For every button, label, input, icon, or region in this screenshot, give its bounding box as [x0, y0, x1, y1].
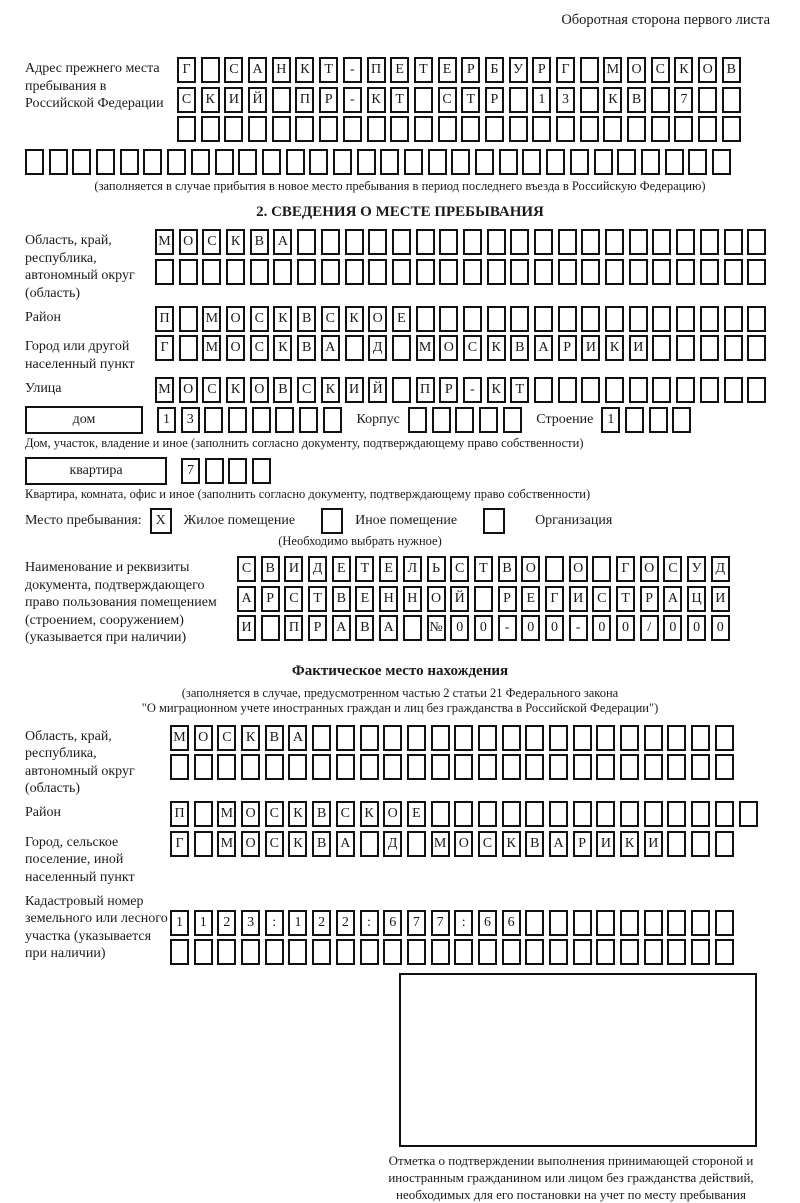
actual-district-field: [25, 801, 775, 827]
korpus-label: Корпус: [356, 412, 400, 428]
actual-district-label: Район: [25, 805, 61, 821]
house-box: дом: [25, 406, 143, 434]
apartment-number-row: 7: [181, 458, 276, 484]
actual-location-note-2: "О миграционном учете иностранных граждан и лиц без гражданства в Российской Федерации"): [141, 701, 659, 716]
document-field: [25, 556, 775, 647]
option-other-premises-label: Иное помещение: [355, 513, 458, 529]
document-rows: [237, 556, 734, 645]
actual-region-field: [25, 725, 775, 798]
house-row: [25, 406, 775, 434]
house-number-row: 1 3: [157, 407, 347, 433]
city-field: [25, 335, 775, 373]
actual-region-row-2: [170, 754, 739, 780]
prev-address-row-2: С К И Й П Р - К Т С Т Р 1 3 К В 7: [177, 87, 746, 113]
korpus-row: [408, 407, 526, 433]
actual-location-note-1: (заполняется в случае, предусмотренном частью 2 статьи 21 Федерального закона: [181, 685, 619, 700]
actual-region-row-1: М О С К В А: [170, 725, 739, 751]
stroenie-row: 1: [601, 407, 696, 433]
stay-type-row: [25, 508, 775, 534]
prev-address-note: (заполняется в случае прибытия в новое место пребывания в период последнего въезда в Российскую Федерацию): [94, 178, 706, 193]
district-label: Район: [25, 309, 61, 325]
region-rows: [155, 229, 771, 288]
actual-city-row: Г М О С К В А Д М О С К В А Р И К И: [170, 831, 739, 857]
stamp-area: [25, 973, 775, 1203]
region-label: Область, край, республика, автономный округ (область): [25, 233, 135, 301]
apartment-note: Квартира, комната, офис и иное (заполнить согласно документу, подтверждающему право собственности): [25, 486, 591, 501]
district-field: [25, 306, 775, 332]
house-note: Дом, участок, владение и иное (заполнить согласно документу, подтверждающему право собственности): [25, 436, 584, 451]
city-label: Город или другой населенный пункт: [25, 339, 135, 372]
district-row: П М О С К В С К О Е: [155, 306, 771, 332]
region-field: [25, 229, 775, 302]
document-label: Наименование и реквизиты документа, подтверждающего право пользования помещением (строением, сооружением) (указывается при наличии): [25, 560, 217, 645]
actual-city-label: Город, сельское поселение, иной населенный пункт: [25, 834, 135, 885]
cadastral-row-2: [170, 939, 739, 965]
document-row-1: С В И Д Е Т Е Л Ь С Т В О О Г О С У Д: [237, 556, 734, 582]
document-row-2: А Р С Т В Е Н Н О Й Р Е Г И С Т Р А Ц И: [237, 586, 734, 612]
checkbox-residential: X: [150, 508, 172, 534]
cadastral-row-1: 1 1 2 3 : 1 2 2 : 6 7 7 : 6 6: [170, 910, 739, 936]
region-row-1: М О С К В А: [155, 229, 771, 255]
apartment-row: [25, 457, 775, 485]
stamp-caption: Отметка о подтверждении выполнения принимающей стороной и иностранным гражданином или лицом без гражданства действий, необходимых для его постановки на учет по месту пребывания: [388, 1152, 754, 1202]
cadastral-rows: [170, 890, 739, 969]
actual-region-rows: [170, 725, 739, 784]
prev-address-rows: [177, 57, 746, 146]
stamp-box: [399, 973, 757, 1147]
region-row-2: [155, 259, 771, 285]
prev-address-field: [25, 57, 775, 146]
stay-type-note: (Необходимо выбрать нужное): [278, 534, 442, 549]
city-row: Г М О С К В А Д М О С К В А Р И К И: [155, 335, 771, 361]
street-label: Улица: [25, 380, 62, 396]
actual-region-label: Область, край, республика, автономный округ (область): [25, 728, 135, 797]
prev-address-row-4: [25, 149, 775, 175]
prev-address-row-1: Г С А Н К Т - П Е Т Е Р Б У Р Г М О С К О В: [177, 57, 746, 83]
prev-address-row-3: [177, 116, 746, 142]
checkbox-organization: [483, 508, 505, 534]
street-row: М О С К О В С К И Й П Р - К Т: [155, 377, 771, 403]
stay-type-label: Место пребывания:: [25, 513, 142, 529]
document-row-3: И П Р А В А № 0 0 - 0 0 - 0 0 / 0 0 0: [237, 615, 734, 641]
section2-title: 2. СВЕДЕНИЯ О МЕСТЕ ПРЕБЫВАНИЯ: [256, 204, 544, 221]
actual-city-field: [25, 831, 775, 887]
prev-address-label: Адрес прежнего места пребывания в Российской Федерации: [25, 61, 164, 111]
page-header: Оборотная сторона первого листа: [561, 12, 770, 28]
street-field: [25, 377, 775, 403]
option-organization-label: Организация: [535, 513, 613, 529]
stroenie-label: Строение: [536, 412, 594, 428]
cadastral-field: [25, 890, 775, 969]
actual-district-row: П М О С К В С К О Е: [170, 801, 762, 827]
checkbox-other-premises: [321, 508, 343, 534]
option-residential-label: Жилое помещение: [183, 513, 296, 529]
cadastral-label: Кадастровый номер земельного или лесного участка (указывается при наличии): [25, 893, 168, 962]
actual-location-title: Фактическое место нахождения: [291, 662, 509, 679]
apartment-box: квартира: [25, 457, 167, 485]
